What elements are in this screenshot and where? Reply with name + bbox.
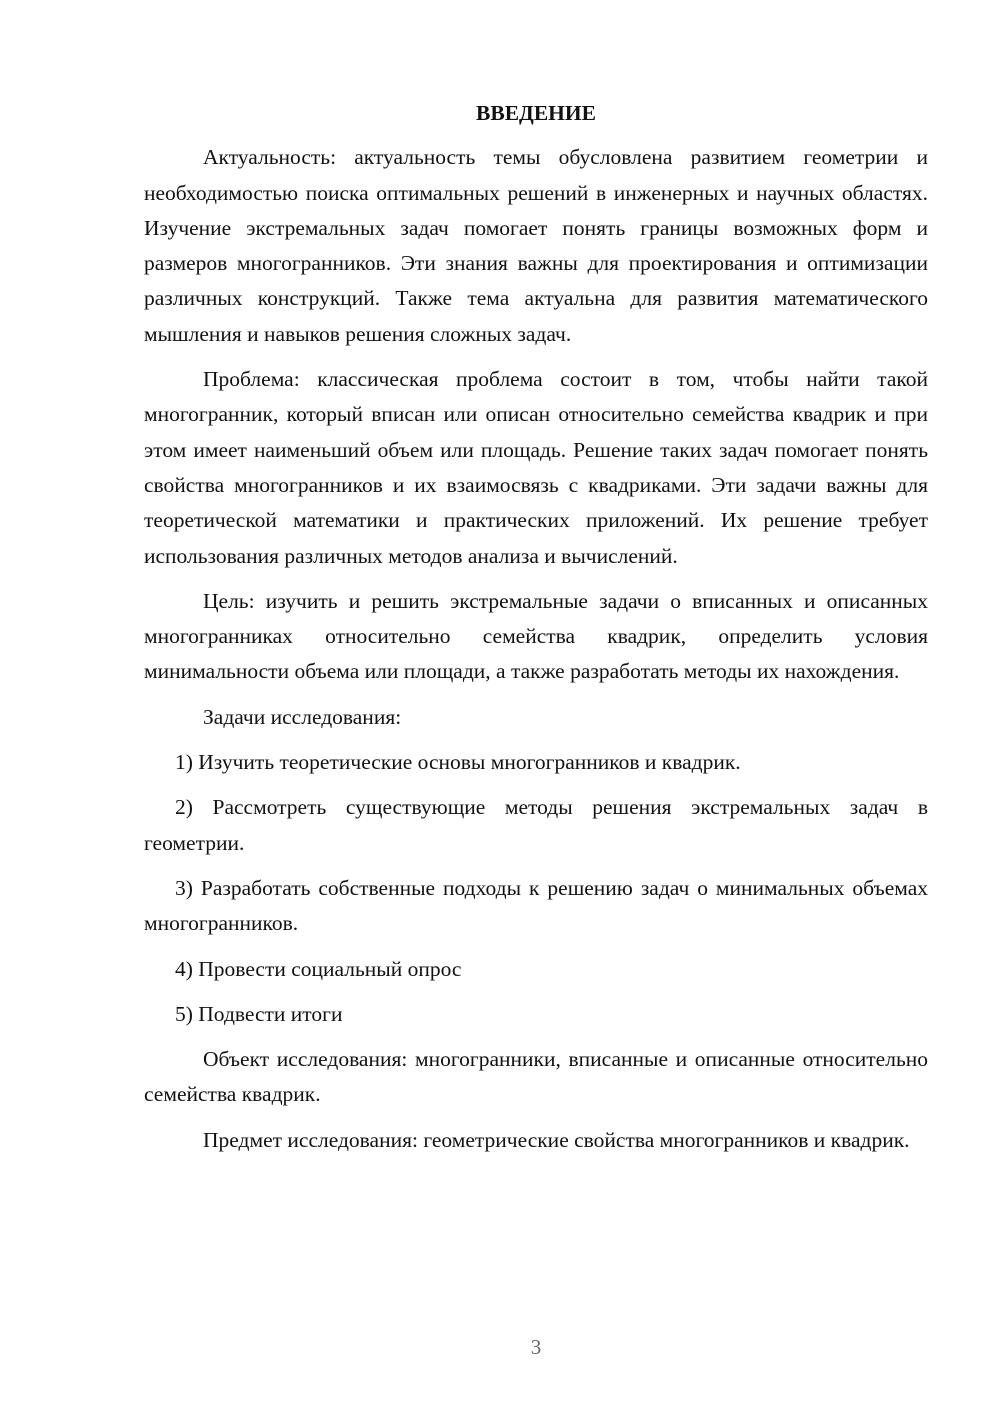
task-item: 4) Провести социальный опрос [175, 956, 462, 981]
task-item: 5) Подвести итоги [175, 1001, 343, 1026]
tasks-heading: Задачи исследования: [203, 704, 402, 729]
relevance-paragraph: Актуальность: актуальность темы обусловлена развитием геометрии и необходимостью поиска оптимальных решений в инженерных и научных областях. Изучение экстремальных задач помогает понять границы возможных форм и размеров многогранников. Эти знания важны для проектирования и оптимизации различных конструкций. Также тема актуальна для развития математического мышления и навыков решения сложных задач. [144, 145, 928, 346]
page-body [144, 96, 928, 1168]
problem-paragraph: Проблема: классическая проблема состоит в том, чтобы найти такой многогранник, который вписан или описан относительно семейства квадрик и при этом имеет наименьший объем или площадь. Решение таких задач помогает понять свойства многогранников и их взаимосвязь с квадриками. Эти задачи важны для теоретической математики и практических приложений. Их решение требует использования различных методов анализа и вычислений. [144, 367, 928, 568]
goal-paragraph: Цель: изучить и решить экстремальные задачи о вписанных и описанных многогранниках относительно семейства квадрик, определить условия минимальности объема или площади, а также разработать методы их нахождения. [144, 588, 928, 684]
task-item: 3) Разработать собственные подходы к решению задач о минимальных объемах многогранников. [144, 875, 928, 936]
page-number: 3 [530, 1335, 542, 1359]
tasks-list [144, 745, 928, 1032]
task-item: 1) Изучить теоретические основы многогранников и квадрик. [175, 750, 741, 775]
object-paragraph: Объект исследования: многогранники, вписанные и описанные относительно семейства квадрик. [144, 1047, 928, 1107]
task-item: 2) Рассмотреть существующие методы решения экстремальных задач в геометрии. [144, 795, 928, 855]
subject-paragraph: Предмет исследования: геометрические свойства многогранников и квадрик. [203, 1127, 910, 1152]
page-title: ВВЕДЕНИЕ [476, 101, 596, 125]
